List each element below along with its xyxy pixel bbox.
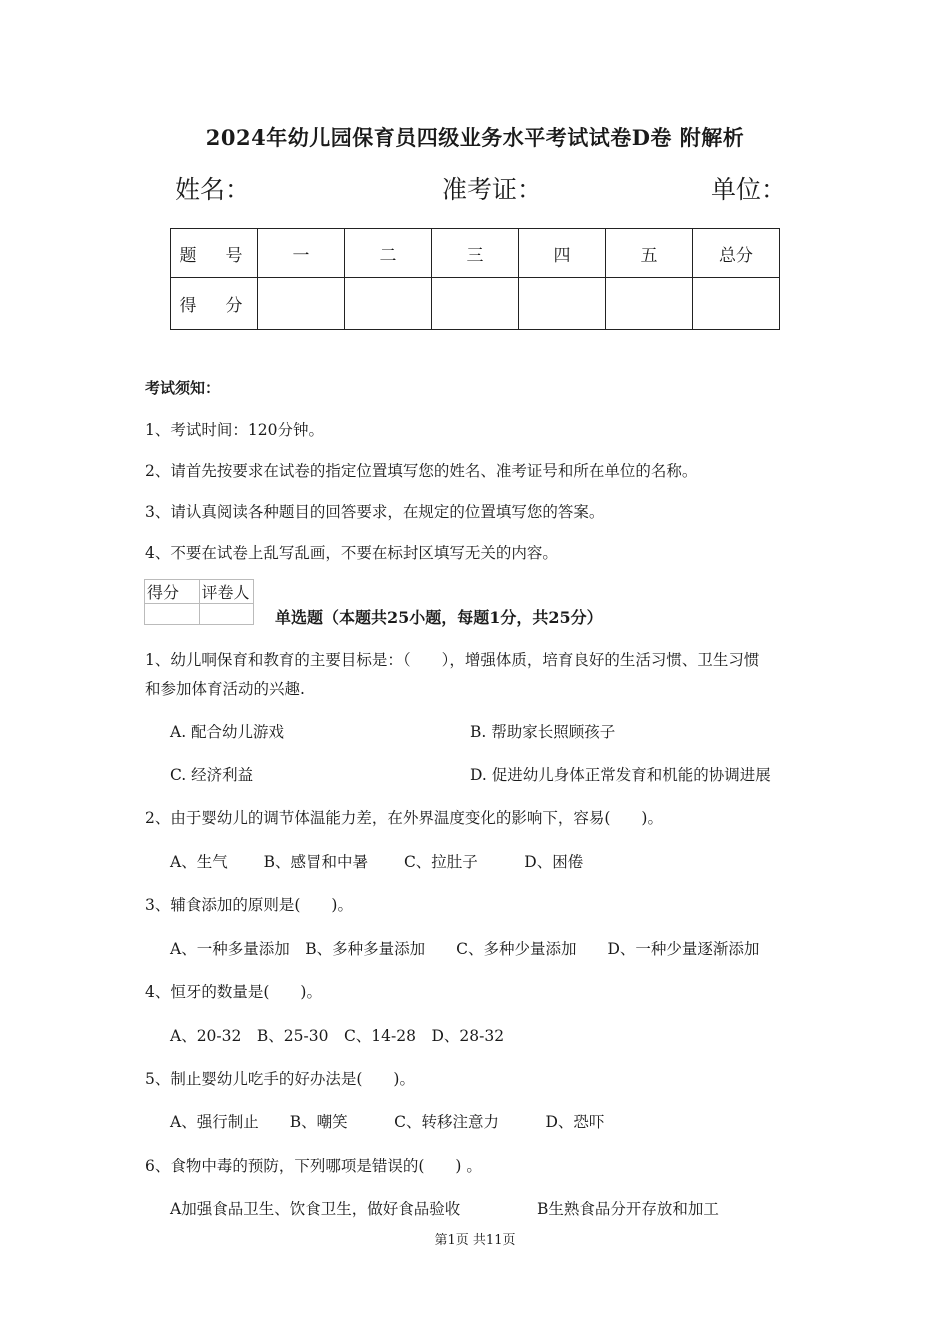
section-5-header: 五 — [606, 229, 693, 278]
notice-item-2: 2、请首先按要求在试卷的指定位置填写您的姓名、准考证号和所在单位的名称。 — [145, 462, 698, 480]
question-3-options: A、一种多量添加 B、多种多量添加 C、多种少量添加 D、一种少量逐渐添加 — [170, 940, 760, 958]
section-1-header: 一 — [258, 229, 345, 278]
score-cell-1[interactable] — [258, 278, 345, 330]
question-6-option-a: A加强食品卫生、饮食卫生，做好食品验收 — [170, 1200, 461, 1218]
grader-score-label: 得分 — [145, 580, 200, 604]
question-5: 5、制止婴幼儿吃手的好办法是( )。 — [145, 1070, 415, 1088]
section-4-header: 四 — [519, 229, 606, 278]
page-footer: 第1页 共11页 — [434, 1233, 516, 1248]
grader-name-label: 评卷人 — [199, 580, 254, 604]
grader-box — [144, 579, 254, 625]
grader-name-cell[interactable] — [199, 604, 254, 625]
question-1-option-b: B. 帮助家长照顾孩子 — [470, 723, 616, 741]
question-6-option-b: B生熟食品分开存放和加工 — [537, 1200, 719, 1218]
question-1-line-2: 和参加体育活动的兴趣. — [145, 680, 305, 698]
score-cell-total[interactable] — [693, 278, 780, 330]
question-4-options: A、20-32 B、25-30 C、14-28 D、28-32 — [170, 1027, 505, 1045]
page-title: 2024年幼儿园保育员四级业务水平考试试卷D卷 附解析 — [205, 125, 745, 150]
unit-field-label: 单位： — [711, 175, 787, 204]
total-header: 总分 — [693, 229, 780, 278]
score-cell-5[interactable] — [606, 278, 693, 330]
score-label: 得 分 — [171, 278, 258, 330]
question-1-line-1: 1、幼儿哃保育和教育的主要目标是：（ ），增强体质，培育良好的生活习惯、卫生习惯 — [145, 651, 760, 669]
notice-item-4: 4、不要在试卷上乱写乱画，不要在标封区填写无关的内容。 — [145, 544, 558, 562]
question-5-options: A、强行制止 B、嘲笑 C、转移注意力 D、恐吓 — [170, 1113, 605, 1131]
score-cell-3[interactable] — [432, 278, 519, 330]
question-1-option-d: D. 促进幼儿身体正常发育和机能的协调进展 — [470, 766, 771, 784]
score-cell-2[interactable] — [345, 278, 432, 330]
notice-item-3: 3、请认真阅读各种题目的回答要求，在规定的位置填写您的答案。 — [145, 503, 605, 521]
section-2-header: 二 — [345, 229, 432, 278]
score-cell-4[interactable] — [519, 278, 606, 330]
question-4: 4、恒牙的数量是( )。 — [145, 983, 322, 1001]
score-table — [170, 228, 780, 330]
exam-id-field-label: 准考证： — [442, 175, 543, 204]
question-6: 6、食物中毒的预防，下列哪项是错误的( ) 。 — [145, 1157, 482, 1175]
score-table-score-row — [171, 278, 780, 330]
section-title: 单选题（本题共25小题，每题1分，共25分） — [275, 608, 603, 627]
notice-heading: 考试须知： — [145, 379, 221, 397]
grader-score-cell[interactable] — [145, 604, 200, 625]
notice-item-1: 1、考试时间：120分钟。 — [145, 421, 324, 439]
name-field-label: 姓名： — [175, 175, 251, 204]
score-table-header-row — [171, 229, 780, 278]
question-3: 3、辅食添加的原则是( )。 — [145, 896, 353, 914]
question-2-options: A、生气 B、感冒和中暑 C、拉肚子 D、困倦 — [170, 853, 584, 871]
question-number-label: 题 号 — [171, 229, 258, 278]
section-3-header: 三 — [432, 229, 519, 278]
question-1-option-a: A. 配合幼儿游戏 — [170, 723, 285, 741]
question-1-option-c: C. 经济利益 — [170, 766, 254, 784]
question-2: 2、由于婴幼儿的调节体温能力差，在外界温度变化的影响下，容易( )。 — [145, 809, 663, 827]
